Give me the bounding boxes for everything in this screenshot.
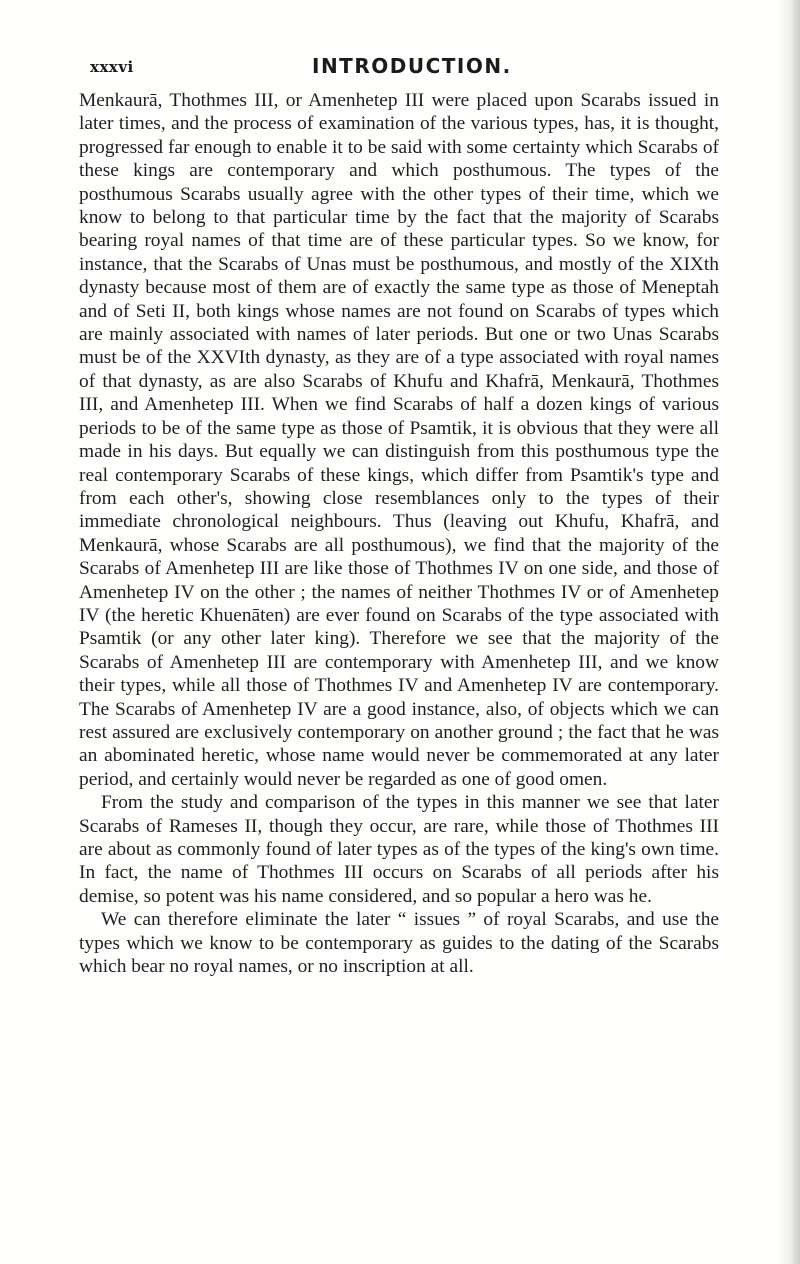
page-number: xxxvi	[90, 58, 134, 76]
paragraph-2: From the study and comparison of the types in this manner we see that later Scarabs of Rameses II, though they occur, are rare, while those of Thothmes III are about as commonly found of later types as of the types of the king's own time. In fact, the name of Thothmes III occurs on Scarabs of all periods after his demise, so potent was his name considered, and so popular a hero was he.	[79, 792, 719, 907]
paragraph-3: We can therefore eliminate the later “ issues ” of royal Scarabs, and use the types which we know to be contemporary as guides to the dating of the Scarabs which bear no royal names, or no inscription at all.	[79, 909, 719, 978]
page-edge-shadow	[778, 0, 800, 1264]
page-header	[90, 54, 708, 84]
running-head: INTRODUCTION.	[312, 54, 512, 78]
body-text	[79, 89, 719, 978]
paragraph-1: Menkaurā, Thothmes III, or Amenhetep III were placed upon Scarabs issued in later times, and the process of examination of the various types, has, it is thought, progressed far enough to enable it to be said with some certainty which Scarabs of these kings are contemporary and which posthumous. The types of the posthumous Scarabs usually agree with the other types of their time, which we know to belong to that particular time by the fact that the majority of Scarabs bearing royal names of that time are of these particular types. So we know, for instance, that the Scarabs of Unas must be posthumous, and mostly of the XIXth dynasty because most of them are of exactly the same type as those of Meneptah and of Seti II, both kings whose names are not found on Scarabs of types which are mainly associated with names of later periods. But one or two Unas Scarabs must be of the XXVIth dynasty, as they are of a type associated with royal names of that dynasty, as are also Scarabs of Khufu and Khafrā, Menkaurā, Thothmes III, and Amenhetep III. When we find Scarabs of half a dozen kings of various periods to be of the same type as those of Psamtik, it is obvious that they were all made in his days. But equally we can distinguish from this posthumous type the real contemporary Scarabs of these kings, which differ from Psamtik's type and from each other's, showing close resemblances only to the types of their immediate chronological neighbours. Thus (leaving out Khufu, Khafrā, and Menkaurā, whose Scarabs are all posthumous), we find that the majority of the Scarabs of Amenhetep III are like those of Thothmes IV on one side, and those of Amenhetep IV on the other ; the names of neither Thothmes IV or of Amenhetep IV (the heretic Khuenāten) are ever found on Scarabs of the type associated with Psamtik (or any other later king). Therefore we see that the majority of the Scarabs of Amenhetep III are contemporary with Amenhetep III, and we know their types, while all those of Thothmes IV and Amenhetep IV are contemporary. The Scarabs of Amenhetep IV are a good instance, also, of objects which we can rest assured are exclusively contemporary on another ground ; the fact that he was an abominated heretic, whose name would never be commemorated at any later period, and certainly would never be regarded as one of good omen.	[79, 90, 719, 790]
